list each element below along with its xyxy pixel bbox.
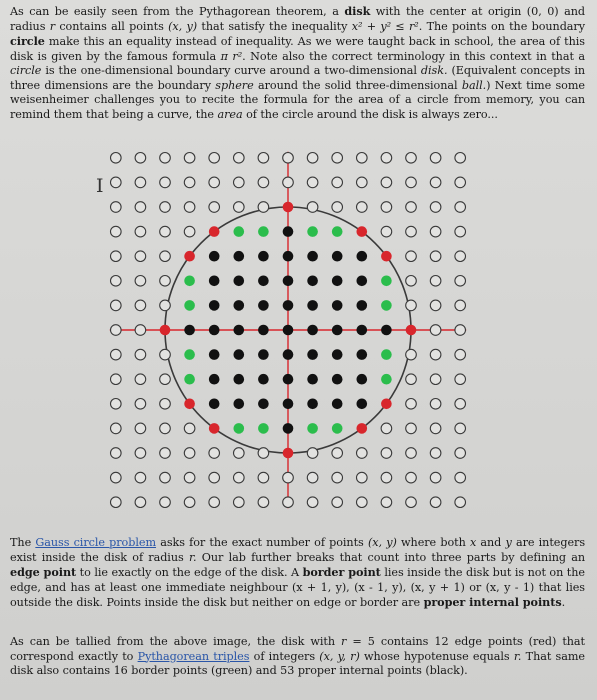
- border-point: [381, 349, 392, 360]
- border-point: [332, 226, 343, 237]
- outside-point: [111, 251, 122, 262]
- intro-paragraph: As can be easily seen from the Pythagorean theorem, a disk with the center at origin (0, 0) and radius r contains all points (x, y) that satisfy the inequality x² + y² ≤ r². The points on the boundary circle make this an equality instead of inequality. As we were taught back in school, the area of this disk is given by the famous formula π r². Note also the correct terminology in this context in that a circle is the one-dimensional boundary curve around a two-dimensional disk. (Equivalent concepts in three dimensions are the boundary sphere around the solid three-dimensional ball.) Next time some weisenheimer challenges you to recite the formula for the area of a circle from memory, you can remind them that being a curve, the area of the circle around the disk is always zero...: [10, 4, 586, 121]
- internal-point: [234, 374, 245, 385]
- outside-point: [332, 153, 343, 164]
- outside-point: [160, 448, 171, 459]
- outside-point: [455, 399, 466, 410]
- internal-point: [283, 300, 294, 311]
- outside-point: [357, 448, 368, 459]
- outside-point: [406, 226, 417, 237]
- outside-point: [283, 497, 294, 508]
- outside-point: [184, 448, 195, 459]
- outside-point: [455, 349, 466, 360]
- internal-point: [332, 399, 343, 410]
- outside-point: [258, 472, 269, 483]
- outside-point: [430, 177, 441, 188]
- internal-point: [258, 349, 269, 360]
- outside-point: [111, 300, 122, 311]
- outside-point: [283, 153, 294, 164]
- outside-point: [430, 349, 441, 360]
- edge-point: [357, 226, 368, 237]
- internal-point: [209, 325, 220, 336]
- internal-point: [283, 399, 294, 410]
- internal-point: [357, 399, 368, 410]
- outside-point: [455, 374, 466, 385]
- term-border-point: border point: [302, 565, 381, 580]
- outside-point: [135, 472, 146, 483]
- outside-point: [406, 153, 417, 164]
- internal-point: [357, 349, 368, 360]
- outside-point: [258, 497, 269, 508]
- outside-point: [234, 472, 245, 483]
- outside-point: [283, 177, 294, 188]
- outside-point: [111, 153, 122, 164]
- outside-point: [111, 399, 122, 410]
- outside-point: [381, 153, 392, 164]
- internal-point: [209, 276, 220, 287]
- outside-point: [135, 300, 146, 311]
- outside-point: [184, 202, 195, 213]
- outside-point: [381, 177, 392, 188]
- outside-point: [430, 497, 441, 508]
- internal-point: [332, 300, 343, 311]
- outside-point: [406, 497, 417, 508]
- border-point: [381, 276, 392, 287]
- outside-point: [209, 448, 220, 459]
- internal-point: [258, 325, 269, 336]
- outside-point: [430, 423, 441, 434]
- internal-point: [258, 399, 269, 410]
- outside-point: [111, 325, 122, 336]
- outside-point: [455, 497, 466, 508]
- outside-point: [332, 448, 343, 459]
- outside-point: [307, 177, 318, 188]
- outside-point: [258, 153, 269, 164]
- outside-point: [307, 472, 318, 483]
- internal-point: [283, 423, 294, 434]
- outside-point: [430, 399, 441, 410]
- internal-point: [332, 374, 343, 385]
- outside-point: [455, 325, 466, 336]
- outside-point: [160, 300, 171, 311]
- internal-point: [357, 374, 368, 385]
- outside-point: [111, 423, 122, 434]
- edge-point: [209, 423, 220, 434]
- border-point: [381, 374, 392, 385]
- border-point: [184, 300, 195, 311]
- outside-point: [455, 423, 466, 434]
- internal-point: [332, 349, 343, 360]
- outside-point: [160, 153, 171, 164]
- gauss-paragraph: The Gauss circle problem asks for the exact number of points (x, y) where both x and y are integers exist inside the disk of radius r. Our lab further breaks that count into three parts by defining an edge point to lie exactly on the edge of the disk. A border point lies inside the disk but is not on the edge, and has at least one immediate neighbour (x + 1, y), (x - 1, y), (x, y + 1) or (x, y - 1) that lies outside the disk. Points inside the disk but neither on edge or border are proper internal points.: [10, 536, 586, 610]
- outside-point: [455, 226, 466, 237]
- internal-point: [283, 325, 294, 336]
- outside-point: [455, 276, 466, 287]
- outside-point: [406, 276, 417, 287]
- internal-point: [332, 325, 343, 336]
- outside-point: [381, 472, 392, 483]
- outside-point: [111, 276, 122, 287]
- internal-point: [357, 300, 368, 311]
- outside-point: [430, 325, 441, 336]
- outside-point: [111, 202, 122, 213]
- tally-paragraph: As can be tallied from the above image, the disk with r = 5 contains 12 edge points (red) that correspond exactly to Pythagorean triples of integers (x, y, r) whose hypotenuse equals r. That same disk also contains 16 border points (green) and 53 proper internal points (black).: [10, 635, 585, 678]
- outside-point: [160, 251, 171, 262]
- border-point: [381, 300, 392, 311]
- outside-point: [406, 177, 417, 188]
- outside-point: [430, 374, 441, 385]
- border-point: [332, 423, 343, 434]
- internal-point: [234, 251, 245, 262]
- outside-point: [381, 448, 392, 459]
- internal-point: [209, 374, 220, 385]
- internal-point: [332, 251, 343, 262]
- internal-point: [381, 325, 392, 336]
- border-point: [184, 276, 195, 287]
- outside-point: [258, 448, 269, 459]
- outside-point: [381, 226, 392, 237]
- outside-point: [406, 349, 417, 360]
- outside-point: [406, 251, 417, 262]
- internal-point: [307, 300, 318, 311]
- outside-point: [160, 202, 171, 213]
- term-disk: disk: [344, 4, 371, 18]
- internal-point: [209, 251, 220, 262]
- outside-point: [135, 325, 146, 336]
- outside-point: [209, 177, 220, 188]
- border-point: [307, 423, 318, 434]
- outside-point: [209, 153, 220, 164]
- edge-point: [160, 325, 171, 336]
- outside-point: [406, 423, 417, 434]
- outside-point: [430, 153, 441, 164]
- outside-point: [234, 177, 245, 188]
- outside-point: [135, 423, 146, 434]
- border-point: [184, 349, 195, 360]
- internal-point: [357, 276, 368, 287]
- internal-point: [283, 349, 294, 360]
- outside-point: [283, 472, 294, 483]
- outside-point: [455, 472, 466, 483]
- internal-point: [357, 251, 368, 262]
- outside-point: [160, 374, 171, 385]
- internal-point: [258, 374, 269, 385]
- outside-point: [430, 202, 441, 213]
- term-edge-point: edge point: [10, 565, 77, 580]
- outside-point: [160, 276, 171, 287]
- outside-point: [357, 177, 368, 188]
- outside-point: [135, 202, 146, 213]
- outside-point: [135, 276, 146, 287]
- internal-point: [357, 325, 368, 336]
- outside-point: [111, 177, 122, 188]
- outside-point: [234, 153, 245, 164]
- edge-point: [406, 325, 417, 336]
- internal-point: [283, 251, 294, 262]
- outside-point: [209, 497, 220, 508]
- outside-point: [184, 226, 195, 237]
- outside-point: [160, 226, 171, 237]
- term-proper-internal: proper internal points: [423, 595, 562, 610]
- outside-point: [258, 202, 269, 213]
- term-circle: circle: [10, 34, 45, 49]
- outside-point: [357, 153, 368, 164]
- outside-point: [332, 497, 343, 508]
- outside-point: [234, 497, 245, 508]
- outside-point: [332, 177, 343, 188]
- internal-point: [307, 276, 318, 287]
- outside-point: [430, 276, 441, 287]
- outside-point: [406, 374, 417, 385]
- outside-point: [160, 399, 171, 410]
- outside-point: [184, 472, 195, 483]
- edge-point: [184, 251, 195, 262]
- internal-point: [234, 325, 245, 336]
- border-point: [258, 423, 269, 434]
- axis-mark: I: [96, 175, 104, 197]
- outside-point: [258, 177, 269, 188]
- outside-point: [406, 472, 417, 483]
- edge-point: [381, 251, 392, 262]
- outside-point: [135, 251, 146, 262]
- outside-point: [111, 374, 122, 385]
- border-point: [307, 226, 318, 237]
- outside-point: [332, 472, 343, 483]
- internal-point: [209, 399, 220, 410]
- outside-point: [135, 497, 146, 508]
- edge-point: [381, 399, 392, 410]
- internal-point: [332, 276, 343, 287]
- outside-point: [135, 349, 146, 360]
- lattice-points: [111, 153, 466, 508]
- internal-point: [283, 374, 294, 385]
- outside-point: [357, 472, 368, 483]
- outside-point: [357, 202, 368, 213]
- outside-point: [455, 202, 466, 213]
- outside-point: [332, 202, 343, 213]
- internal-point: [307, 325, 318, 336]
- outside-point: [234, 202, 245, 213]
- outside-point: [455, 448, 466, 459]
- edge-point: [184, 399, 195, 410]
- outside-point: [430, 226, 441, 237]
- edge-point: [357, 423, 368, 434]
- outside-point: [160, 177, 171, 188]
- pythagorean-triples-link[interactable]: Pythagorean triples: [137, 649, 250, 663]
- internal-point: [283, 276, 294, 287]
- edge-point: [283, 202, 294, 213]
- internal-point: [234, 300, 245, 311]
- outside-point: [209, 472, 220, 483]
- outside-point: [381, 423, 392, 434]
- outside-point: [111, 226, 122, 237]
- edge-point: [209, 226, 220, 237]
- outside-point: [111, 448, 122, 459]
- outside-point: [381, 497, 392, 508]
- outside-point: [184, 423, 195, 434]
- internal-point: [307, 399, 318, 410]
- internal-point: [234, 349, 245, 360]
- outside-point: [160, 472, 171, 483]
- outside-point: [209, 202, 220, 213]
- outside-point: [135, 226, 146, 237]
- internal-point: [234, 399, 245, 410]
- outside-point: [160, 423, 171, 434]
- border-point: [258, 226, 269, 237]
- outside-point: [111, 472, 122, 483]
- border-point: [234, 423, 245, 434]
- outside-point: [184, 177, 195, 188]
- outside-point: [430, 300, 441, 311]
- outside-point: [430, 472, 441, 483]
- outside-point: [406, 448, 417, 459]
- edge-point: [283, 448, 294, 459]
- outside-point: [307, 153, 318, 164]
- outside-point: [184, 497, 195, 508]
- outside-point: [430, 448, 441, 459]
- internal-point: [258, 251, 269, 262]
- gauss-circle-problem-link[interactable]: Gauss circle problem: [35, 536, 157, 549]
- internal-point: [209, 349, 220, 360]
- outside-point: [184, 153, 195, 164]
- outside-point: [381, 202, 392, 213]
- outside-point: [111, 497, 122, 508]
- outside-point: [357, 497, 368, 508]
- outside-point: [455, 153, 466, 164]
- internal-point: [209, 300, 220, 311]
- outside-point: [135, 153, 146, 164]
- outside-point: [135, 448, 146, 459]
- internal-point: [184, 325, 195, 336]
- outside-point: [307, 497, 318, 508]
- outside-point: [455, 177, 466, 188]
- outside-point: [160, 349, 171, 360]
- internal-point: [258, 300, 269, 311]
- outside-point: [406, 300, 417, 311]
- internal-point: [283, 226, 294, 237]
- outside-point: [160, 497, 171, 508]
- outside-point: [307, 202, 318, 213]
- internal-point: [234, 276, 245, 287]
- internal-point: [307, 374, 318, 385]
- border-point: [234, 226, 245, 237]
- outside-point: [135, 177, 146, 188]
- internal-point: [258, 276, 269, 287]
- outside-point: [135, 374, 146, 385]
- outside-point: [455, 300, 466, 311]
- outside-point: [406, 202, 417, 213]
- internal-point: [307, 349, 318, 360]
- outside-point: [111, 349, 122, 360]
- border-point: [184, 374, 195, 385]
- outside-point: [307, 448, 318, 459]
- outside-point: [234, 448, 245, 459]
- outside-point: [135, 399, 146, 410]
- outside-point: [406, 399, 417, 410]
- internal-point: [307, 251, 318, 262]
- outside-point: [455, 251, 466, 262]
- outside-point: [430, 251, 441, 262]
